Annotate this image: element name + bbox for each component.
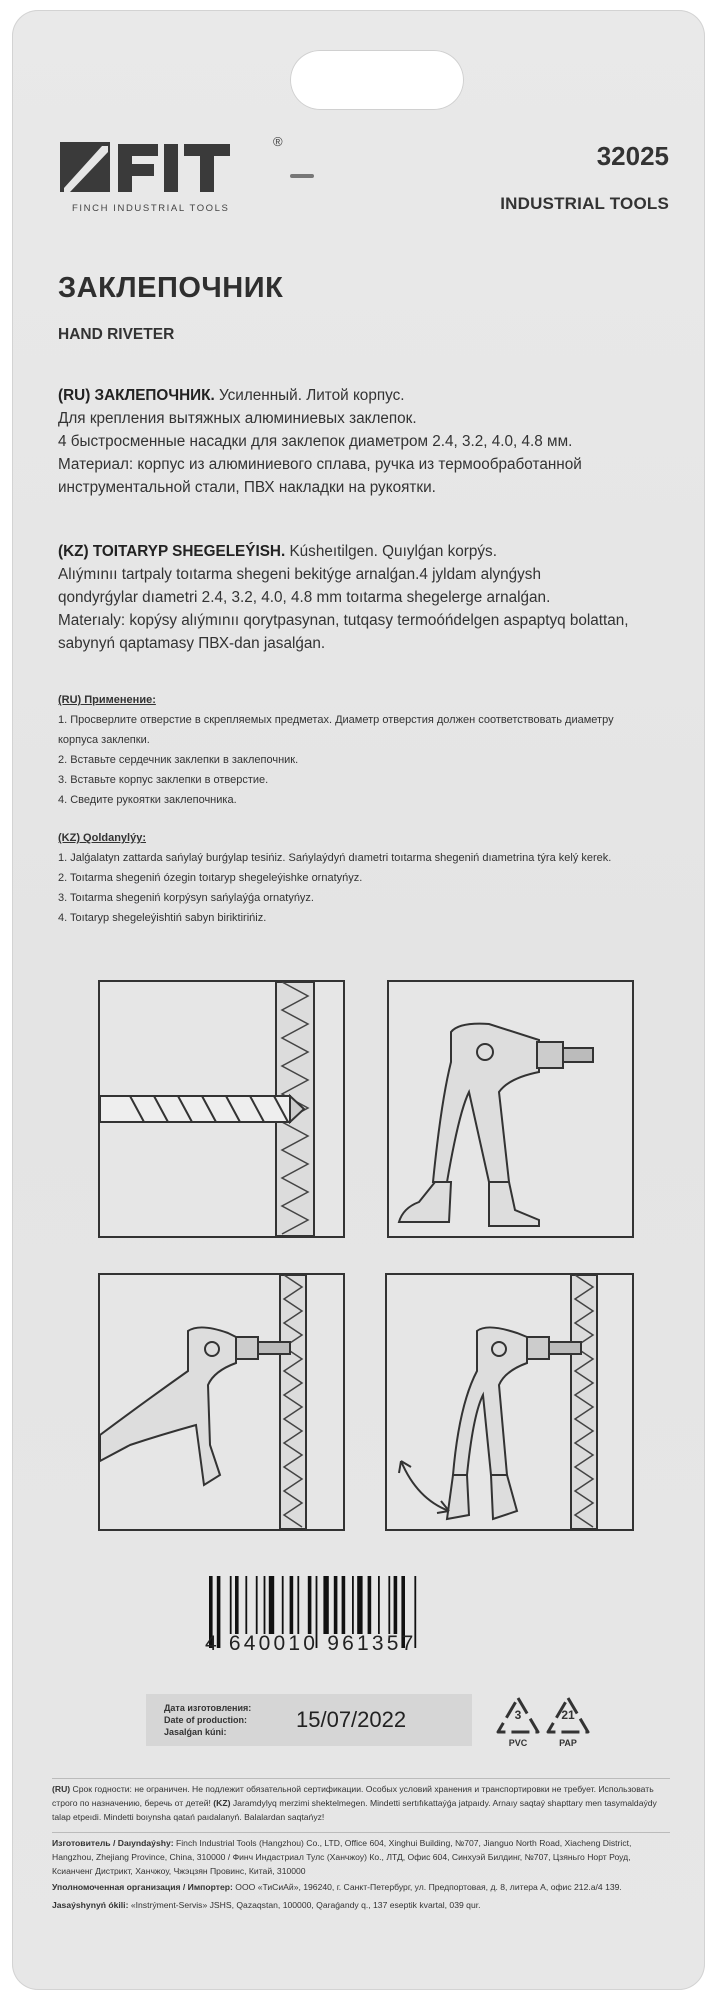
footer-manufacturer xyxy=(52,1836,670,1878)
registered-mark: ® xyxy=(273,134,283,149)
figure-drilling xyxy=(98,980,345,1238)
footer-kz-office xyxy=(52,1898,670,1912)
rivet-accent xyxy=(290,174,314,178)
barcode-bar xyxy=(256,1576,258,1634)
recycle-pap-number: 21 xyxy=(561,1708,575,1722)
barcode-bar xyxy=(378,1576,380,1634)
usage-kz-step: 3. Toıtarma shegeniń korpýsyn sańylaýǵa ornatyńyz. xyxy=(58,892,314,904)
barcode-bar xyxy=(388,1576,390,1634)
manufacturer-text: Finch Industrial Tools (Hangzhou) Co., LTD, Office 604, Xinghui Building, №707, Jianguo North Road, Xiacheng District, Hangzhou, Zhejiang Province, China, 310000 / Финч Индастриал Тулс (Ханчжоу) Ко., ЛТД, Офис 604, Синхуэй Билдинг, №707, Цзяньго Норт Роуд, Ксианченг Дистрикт, Ханчжоу, Чжэцзян Провинс, Китай, 310000 xyxy=(52,1838,632,1876)
product-title-ru: ЗАКЛЕПОЧНИК xyxy=(58,272,284,304)
figure-squeeze-handles xyxy=(385,1273,634,1531)
footer-kz-label: (KZ) xyxy=(213,1798,231,1808)
fit-logo-icon xyxy=(58,138,268,196)
brand-tagline: FINCH INDUSTRIAL TOOLS xyxy=(72,203,230,214)
figure-insert-hole xyxy=(98,1273,345,1531)
product-series: INDUSTRIAL TOOLS xyxy=(500,194,669,213)
description-ru-line: 4 быстросменные насадки для заклепок диаметром 2.4, 3.2, 4.0, 4.8 мм. xyxy=(58,433,573,450)
hang-hole xyxy=(290,50,464,110)
manufacturer-label: Изготовитель / Daıyndaýshy: xyxy=(52,1838,174,1848)
barcode-bar xyxy=(264,1576,266,1634)
fit-logo xyxy=(58,134,283,214)
barcode-bar xyxy=(352,1576,354,1634)
kz-office-text: «Instrýment-Servis» JSHS, Qazaqstan, 100000, Qaraǵandy q., 137 eseptik kvartal, 039 qur. xyxy=(128,1900,481,1910)
kz-office-label: Jasaýshynyń ókili: xyxy=(52,1900,129,1910)
usage-kz-step: 2. Toıtarma shegeniń ózegin toıtaryp shegeleýishke ornatyńyz. xyxy=(58,872,363,884)
description-ru-line: Усиленный. Литой корпус. xyxy=(214,387,405,404)
footer-divider xyxy=(52,1778,670,1779)
recycle-pvc-number: 3 xyxy=(514,1708,522,1722)
footer-ru-text: Срок годности: не ограничен. Не подлежит обязательной сертификации. Особых условий хранения и транспортировки не требует. Использовать строго по назначению, беречь от детей! xyxy=(52,1784,654,1808)
footer-importer xyxy=(52,1880,670,1894)
recycle-pap-icon xyxy=(544,1694,592,1754)
barcode-bar xyxy=(342,1576,346,1634)
barcode-bar xyxy=(334,1576,338,1634)
recycle-pap-label: PAP xyxy=(559,1738,577,1748)
footer-divider xyxy=(52,1832,670,1833)
usage-ru-step: корпуса заклепки. xyxy=(58,734,150,746)
description-ru-line: Материал: корпус из алюминиевого сплава, ручка из термообработанной xyxy=(58,456,582,473)
description-ru-line: инструментальной стали, ПВХ накладки на рукоятки. xyxy=(58,479,436,496)
recycle-pvc-label: PVC xyxy=(508,1738,528,1748)
description-kz-line: sabynyń qaptamasy ПВХ-dan jasalǵan. xyxy=(58,635,326,652)
footer-kz-text: Jaramdylyq merzimi shektelmegen. Mindetti sertıfıkattaýǵa jatpaıdy. Arnaıy saqtaý shарttary men tasymaldaýdy talap etpeıdi. Mindetti boıynsha qatań paıdalanyń. Balalardan saqtańyz! xyxy=(52,1798,657,1822)
barcode-digits: 4 640010 961357 xyxy=(205,1632,417,1655)
description-ru xyxy=(58,384,678,499)
production-date: 15/07/2022 xyxy=(296,1707,407,1732)
barcode-bar xyxy=(394,1576,398,1634)
usage-kz-step: 4. Toıtaryp shegeleýishtiń sabyn biriktirińiz. xyxy=(58,912,267,924)
barcode-bar xyxy=(235,1576,239,1634)
usage-kz-heading: (KZ) Qoldanylýy: xyxy=(58,832,147,844)
barcode-bar xyxy=(282,1576,284,1634)
product-title-en: HAND RIVETER xyxy=(58,326,175,343)
usage-ru-step: 1. Просверлите отверстие в скрепляемых предметах. Диаметр отверстия должен соответствовать диаметру xyxy=(58,714,614,726)
usage-kz-step: 1. Jalǵalatyn zattarda sańylaý burǵylap tesińiz. Sańylaýdyń dıametri toıtarma shegeniń dıametrina týra kelý kerek. xyxy=(58,852,612,864)
barcode-bar xyxy=(297,1576,299,1634)
recycle-pvc-icon xyxy=(494,1694,542,1754)
description-kz-line: Materıaly: kopýsy alıýmınıı qorytpasynan, tutqasy termoóńdelgen aspaptyq bolattan, xyxy=(58,612,629,629)
barcode-bar xyxy=(308,1576,312,1634)
description-kz-line: qondyrǵylar dıametri 2.4, 3.2, 4.0, 4.8 mm toıtarma shegelerge arnalǵan. xyxy=(58,589,551,606)
footer-ru-label: (RU) xyxy=(52,1784,71,1794)
description-kz xyxy=(58,540,678,655)
usage-ru-heading: (RU) Применение: xyxy=(58,694,156,706)
barcode-bar xyxy=(368,1576,372,1634)
usage-ru-step: 2. Вставьте сердечник заклепки в заклепочник. xyxy=(58,754,299,766)
barcode-bar xyxy=(269,1576,274,1634)
description-kz-label: (KZ) TOITARYP SHEGELEÝISH. xyxy=(58,543,286,560)
footer-storage xyxy=(52,1782,670,1824)
importer-label: Уполномоченная организация / Импортер: xyxy=(52,1882,233,1892)
usage-kz xyxy=(58,828,678,928)
barcode-bar xyxy=(245,1576,247,1634)
barcode-bar xyxy=(357,1576,362,1634)
production-label-kz: Jasalǵan kúni: xyxy=(164,1727,227,1737)
product-code: 32025 xyxy=(596,141,669,171)
barcode-bar xyxy=(230,1576,232,1634)
production-date-box xyxy=(146,1694,472,1746)
barcode-bar xyxy=(290,1576,294,1634)
usage-ru-step: 3. Вставьте корпус заклепки в отверстие. xyxy=(58,774,269,786)
figure-insert-rivet xyxy=(387,980,634,1238)
barcode-bar xyxy=(323,1576,328,1634)
production-label-en: Date of production: xyxy=(164,1715,247,1725)
description-ru-line: Для крепления вытяжных алюминиевых заклепок. xyxy=(58,410,417,427)
production-label-ru: Дата изготовления: xyxy=(164,1703,252,1713)
usage-ru-step: 4. Сведите рукоятки заклепочника. xyxy=(58,794,237,806)
description-kz-line: Alıýmınıı tartpaly toıtarma shegeni bekitýge arnalǵan.4 jyldam alynǵysh xyxy=(58,566,541,583)
description-ru-label: (RU) ЗАКЛЕПОЧНИК. xyxy=(58,387,215,404)
description-kz-line: Kúsheıtilgen. Quıylǵan korpýs. xyxy=(285,543,497,560)
importer-text: ООО «ТиСиАй», 196240, г. Санкт-Петербург, ул. Предпортовая, д. 8, литера А, офис 212.а/4 139. xyxy=(232,1882,622,1892)
usage-ru xyxy=(58,690,678,810)
